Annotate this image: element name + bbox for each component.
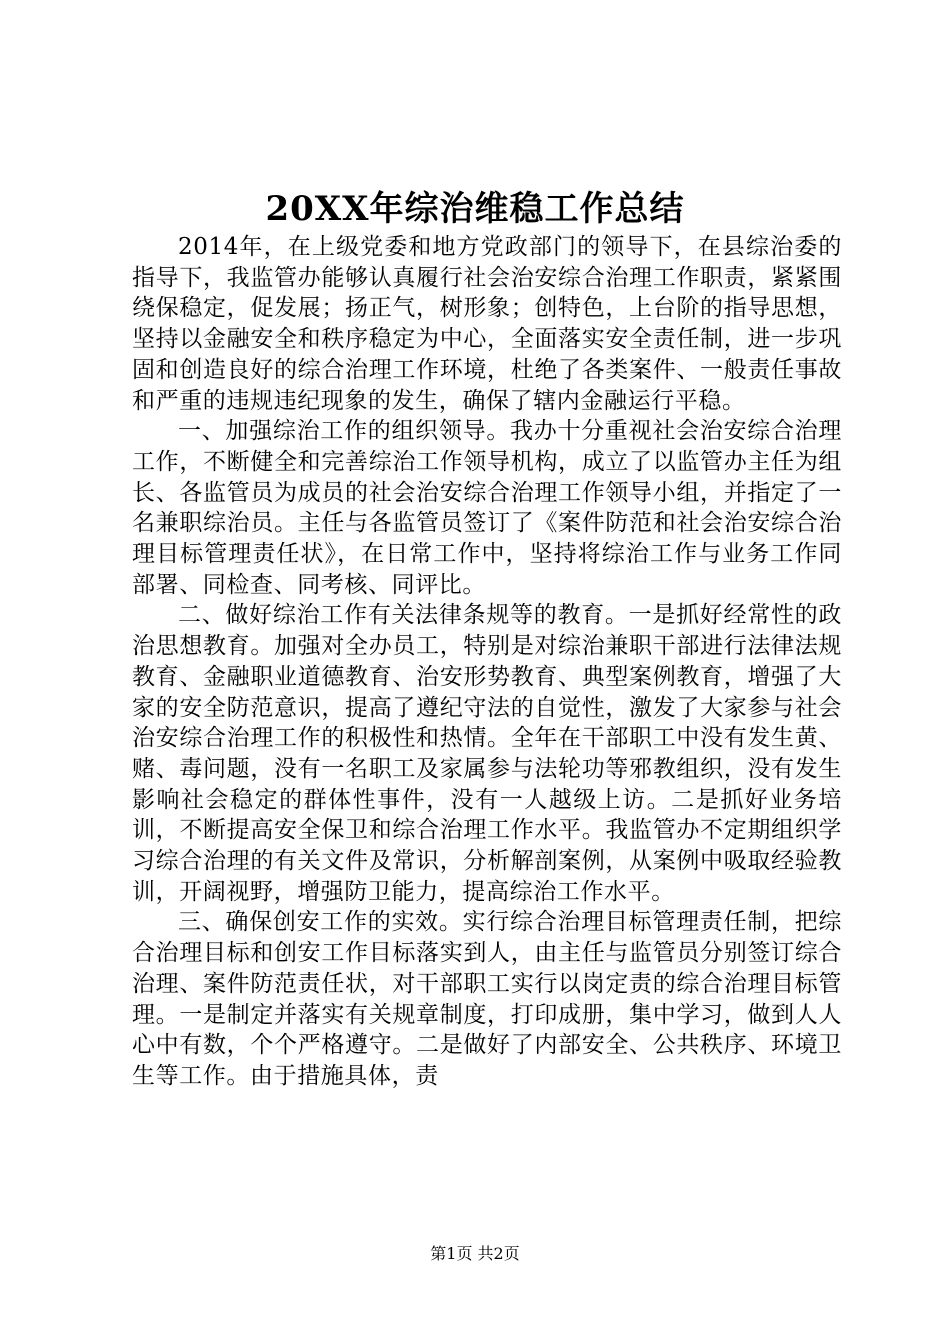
paragraph-intro: 2014年，在上级党委和地方党政部门的领导下，在县综治委的指导下，我监管办能够认真履行社会治安综合治理工作职责，紧紧围绕保稳定，促发展；扬正气，树形象；创特色，上台阶的指导思想，坚持以金融安全和秩序稳定为中心，全面落实安全责任制，进一步巩固和创造良好的综合治理工作环境，杜绝了各类案件、一般责任事故和严重的违规违纪现象的发生，确保了辖内金融运行平稳。 [132, 234, 842, 414]
paragraph-section-1: 一、加强综治工作的组织领导。我办十分重视社会治安综合治理工作，不断健全和完善综治工作领导机构，成立了以监管办主任为组长、各监管员为成员的社会治安综合治理工作领导小组，并指定了一名兼职综治员。主任与各监管员签订了《案件防范和社会治安综合治理目标管理责任状》，在日常工作中，坚持将综治工作与业务工作同部署、同检查、同考核、同评比。 [132, 418, 842, 598]
paragraph-section-3: 三、确保创安工作的实效。实行综合治理目标管理责任制，把综合治理目标和创安工作目标落实到人，由主任与监管员分别签订综合治理、案件防范责任状，对干部职工实行以岗定责的综合治理目标管理。一是制定并落实有关规章制度，打印成册，集中学习，做到人人心中有数，个个严格遵守。二是做好了内部安全、公共秩序、环境卫生等工作。由于措施具体，责 [132, 909, 842, 1089]
page-footer [0, 1244, 950, 1264]
page-number-indicator: 第1页 共2页 [430, 1244, 520, 1263]
document-title: 20XX年综治维稳工作总结 [265, 189, 685, 229]
document-body [132, 232, 842, 1092]
paragraph-section-2: 二、做好综治工作有关法律条规等的教育。一是抓好经常性的政治思想教育。加强对全办员工，特别是对综治兼职干部进行法律法规教育、金融职业道德教育、治安形势教育、典型案例教育，增强了大家的安全防范意识，提高了遵纪守法的自觉性，激发了大家参与社会治安综合治理工作的积极性和热情。全年在干部职工中没有发生黄、赌、毒问题，没有一名职工及家属参与法轮功等邪教组织，没有发生影响社会稳定的群体性事件，没有一人越级上访。二是抓好业务培训，不断提高安全保卫和综合治理工作水平。我监管办不定期组织学习综合治理的有关文件及常识，分析解剖案例，从案例中吸取经验教训，开阔视野，增强防卫能力，提高综治工作水平。 [132, 602, 842, 905]
